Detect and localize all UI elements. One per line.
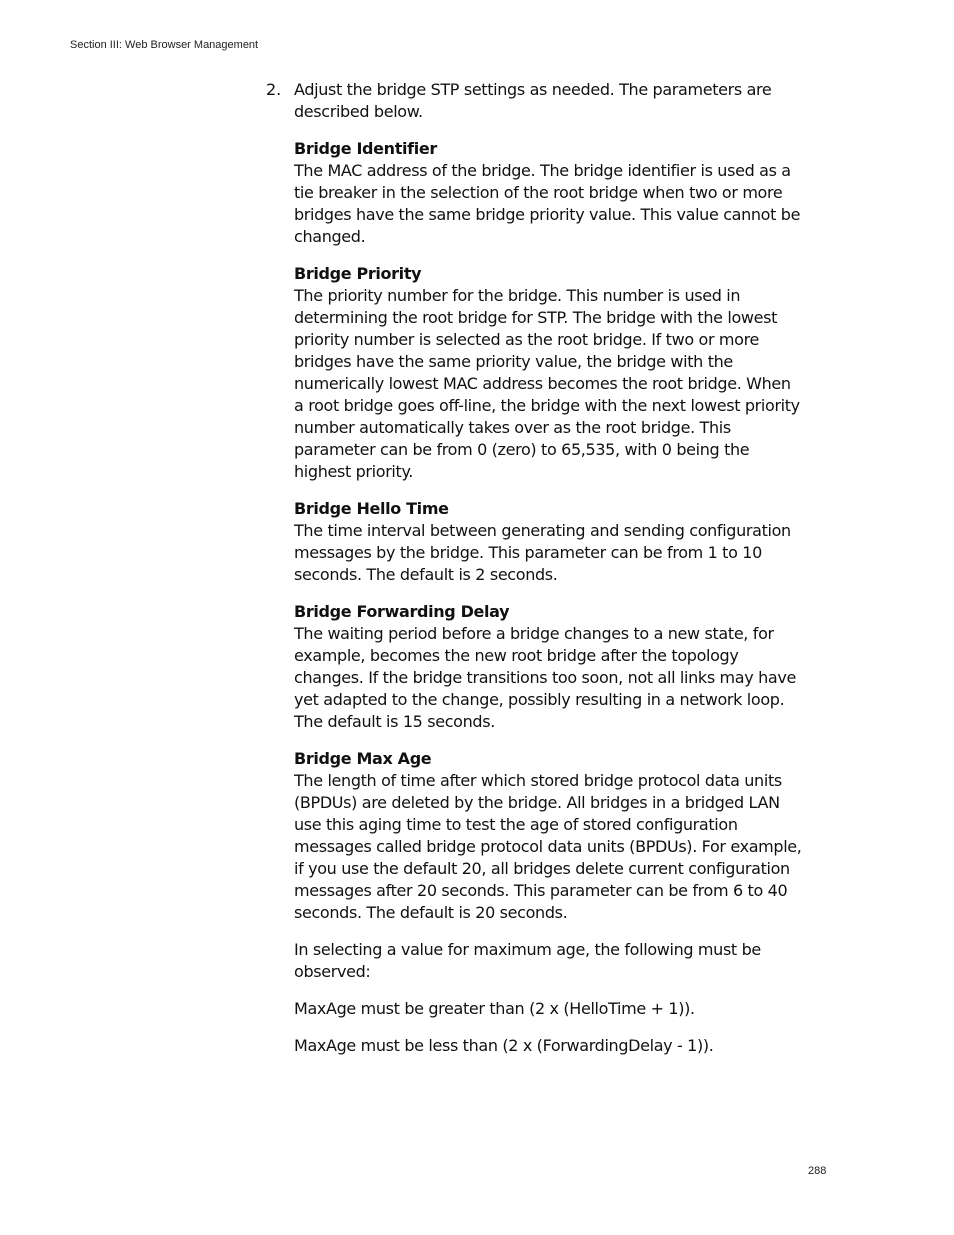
parameter-name: Bridge Priority [294, 264, 422, 283]
running-header: Section III: Web Browser Management [70, 39, 259, 51]
parameter-name: Bridge Hello Time [294, 499, 449, 518]
parameter-description: The length of time after which stored bridge protocol data units (BPDUs) are deleted by the bridge. All bridges in a bridged LAN use this aging time to test the age of stored configuration messages called bridge protocol data units (BPDUs). For example, if you use the default 20, all bridges delete current configuration messages after 20 seconds. This parameter can be from 6 to 40 seconds. The default is 20 seconds. [294, 771, 802, 922]
page-number: 288 [808, 1165, 827, 1177]
step-number: 2. [266, 80, 282, 99]
parameter-name: Bridge Max Age [294, 749, 432, 768]
parameter-bridge-identifier [294, 138, 802, 248]
parameter-name: Bridge Forwarding Delay [294, 602, 510, 621]
parameter-description: The priority number for the bridge. This number is used in determining the root bridge for STP. The bridge with the lowest priority number is selected as the root bridge. If two or more bridges have the same priority value, the bridge with the numerically lowest MAC address becomes the root bridge. When a root bridge goes off-line, the bridge with the next lowest priority number automatically takes over as the root bridge. This parameter can be from 0 (zero) to 65,535, with 0 being the highest priority. [294, 286, 800, 481]
parameter-bridge-max-age [294, 748, 802, 924]
parameter-bridge-priority [294, 263, 802, 483]
parameter-bridge-forwarding-delay [294, 601, 802, 733]
step-body [294, 79, 802, 1072]
parameter-description: The MAC address of the bridge. The bridge identifier is used as a tie breaker in the selection of the root bridge when two or more bridges have the same bridge priority value. This value cannot be changed. [294, 161, 801, 246]
max-age-rule-hello-time: MaxAge must be greater than (2 x (HelloTime + 1)). [294, 999, 695, 1018]
max-age-note-intro: In selecting a value for maximum age, the following must be observed: [294, 940, 761, 981]
max-age-rule-forwarding-delay: MaxAge must be less than (2 x (ForwardingDelay - 1)). [294, 1036, 714, 1055]
parameter-name: Bridge Identifier [294, 139, 437, 158]
parameter-description: The time interval between generating and sending configuration messages by the bridge. This parameter can be from 1 to 10 seconds. The default is 2 seconds. [294, 521, 791, 584]
parameter-description: The waiting period before a bridge changes to a new state, for example, becomes the new root bridge after the topology changes. If the bridge transitions too soon, not all links may have yet adapted to the change, possibly resulting in a network loop. The default is 15 seconds. [294, 624, 796, 731]
step-intro: Adjust the bridge STP settings as needed. The parameters are described below. [294, 80, 772, 121]
parameter-bridge-hello-time [294, 498, 802, 586]
